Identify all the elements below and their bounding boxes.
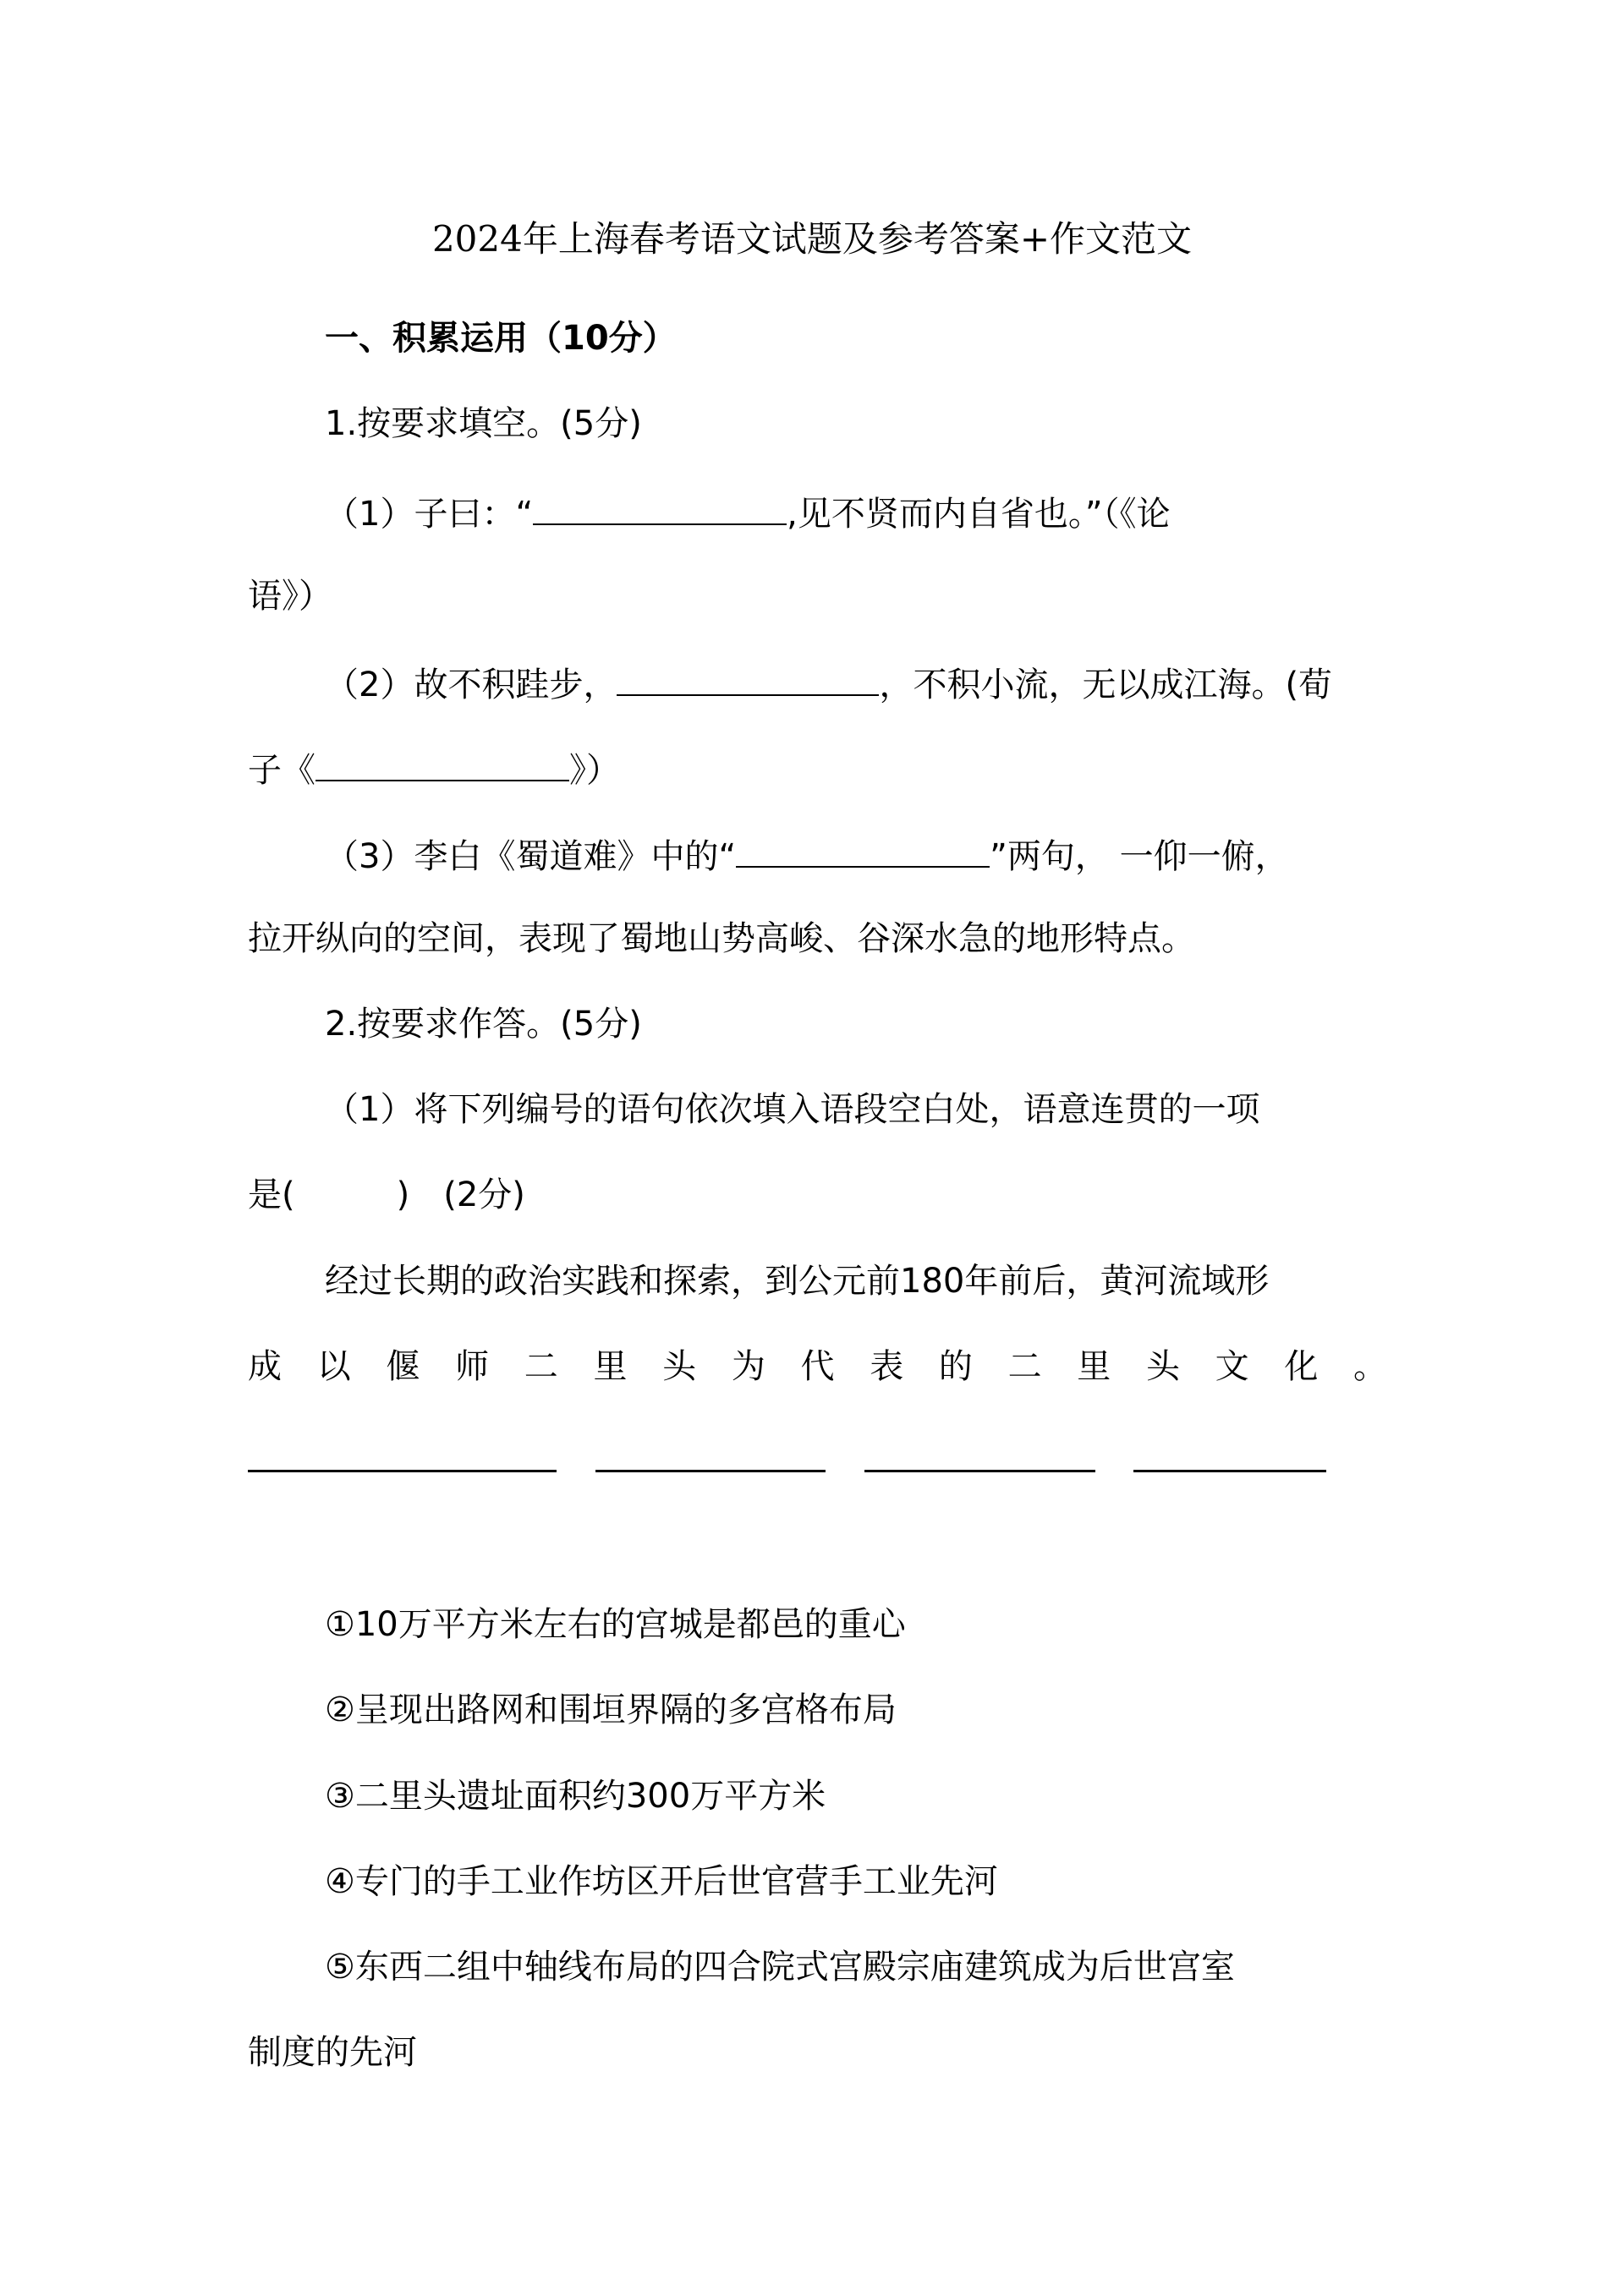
passage-line-1: 经过长期的政治实践和探索，到公元前180年前后，黄河流域形 xyxy=(325,1262,1270,1301)
answer-blank[interactable] xyxy=(736,832,990,868)
question-2-item-1-cont: 是( ) (2分) xyxy=(248,1175,525,1214)
document-title: 2024年上海春考语文试题及参考答案+作文范文 xyxy=(431,218,1193,260)
char: 二 xyxy=(1007,1347,1042,1386)
option-1: ①10万平方米左右的宫城是都邑的重心 xyxy=(325,1605,906,1644)
text: 》） xyxy=(569,751,620,790)
char: 二 xyxy=(524,1347,558,1386)
answer-blank[interactable] xyxy=(533,490,787,525)
section-heading: 一、积累运用（10分） xyxy=(325,319,677,358)
answer-blank-1[interactable] xyxy=(248,1470,557,1472)
question-1-item-3-cont: 拉开纵向的空间，表现了蜀地山势高峻、谷深水急的地形特点。 xyxy=(248,919,1195,958)
question-1-item-1-cont: 语》） xyxy=(248,577,332,616)
text: （1）子曰：“ xyxy=(325,495,534,534)
answer-blank-3[interactable] xyxy=(864,1470,1095,1472)
question-2-label: 2.按要求作答。(5分) xyxy=(325,1005,642,1044)
char: 以 xyxy=(316,1347,351,1386)
answer-blank-4[interactable] xyxy=(1133,1470,1326,1472)
char: 师 xyxy=(455,1347,490,1386)
char: 里 xyxy=(593,1347,628,1386)
char: 。 xyxy=(1353,1347,1387,1386)
char: 偃 xyxy=(386,1347,420,1386)
answer-blank[interactable] xyxy=(617,660,879,696)
text: ,见不贤而内自省也。”（《论 xyxy=(787,495,1171,534)
char: 头 xyxy=(662,1347,697,1386)
answer-blank[interactable] xyxy=(315,746,569,781)
question-1-item-2 xyxy=(325,660,1332,706)
char: 为 xyxy=(731,1347,765,1386)
question-2-item-1: （1）将下列编号的语句依次填入语段空白处，语意连贯的一项 xyxy=(325,1090,1260,1129)
char: 表 xyxy=(870,1347,904,1386)
char: 头 xyxy=(1145,1347,1180,1386)
char: 化 xyxy=(1284,1347,1319,1386)
char: 成 xyxy=(248,1347,282,1386)
option-5-cont: 制度的先河 xyxy=(248,2033,417,2072)
question-1-label: 1.按要求填空。(5分) xyxy=(325,404,642,443)
text: （2）故不积跬步， xyxy=(325,666,617,704)
text: 子《 xyxy=(248,751,315,790)
option-4: ④专门的手工业作坊区开后世官营手工业先河 xyxy=(325,1862,998,1901)
question-1-item-2-cont xyxy=(248,746,620,792)
option-2: ②呈现出路网和围垣界隔的多宫格布局 xyxy=(325,1690,897,1729)
char: 里 xyxy=(1077,1347,1111,1386)
char: 代 xyxy=(800,1347,835,1386)
text: ”两句， 一仰一俯， xyxy=(990,837,1289,876)
question-1-item-3 xyxy=(325,832,1289,878)
text: （3）李白《蜀道难》中的“ xyxy=(325,837,737,876)
text: ，不积小流，无以成江海。(荀 xyxy=(879,666,1333,704)
answer-blank-2[interactable] xyxy=(595,1470,826,1472)
char: 的 xyxy=(938,1347,973,1386)
option-5: ⑤东西二组中轴线布局的四合院式宫殿宗庙建筑成为后世宫室 xyxy=(325,1948,1235,1986)
option-3: ③二里头遗址面积约300万平方米 xyxy=(325,1777,826,1816)
char: 文 xyxy=(1215,1347,1249,1386)
passage-line-2 xyxy=(248,1345,1387,1388)
question-1-item-1 xyxy=(325,490,1171,535)
